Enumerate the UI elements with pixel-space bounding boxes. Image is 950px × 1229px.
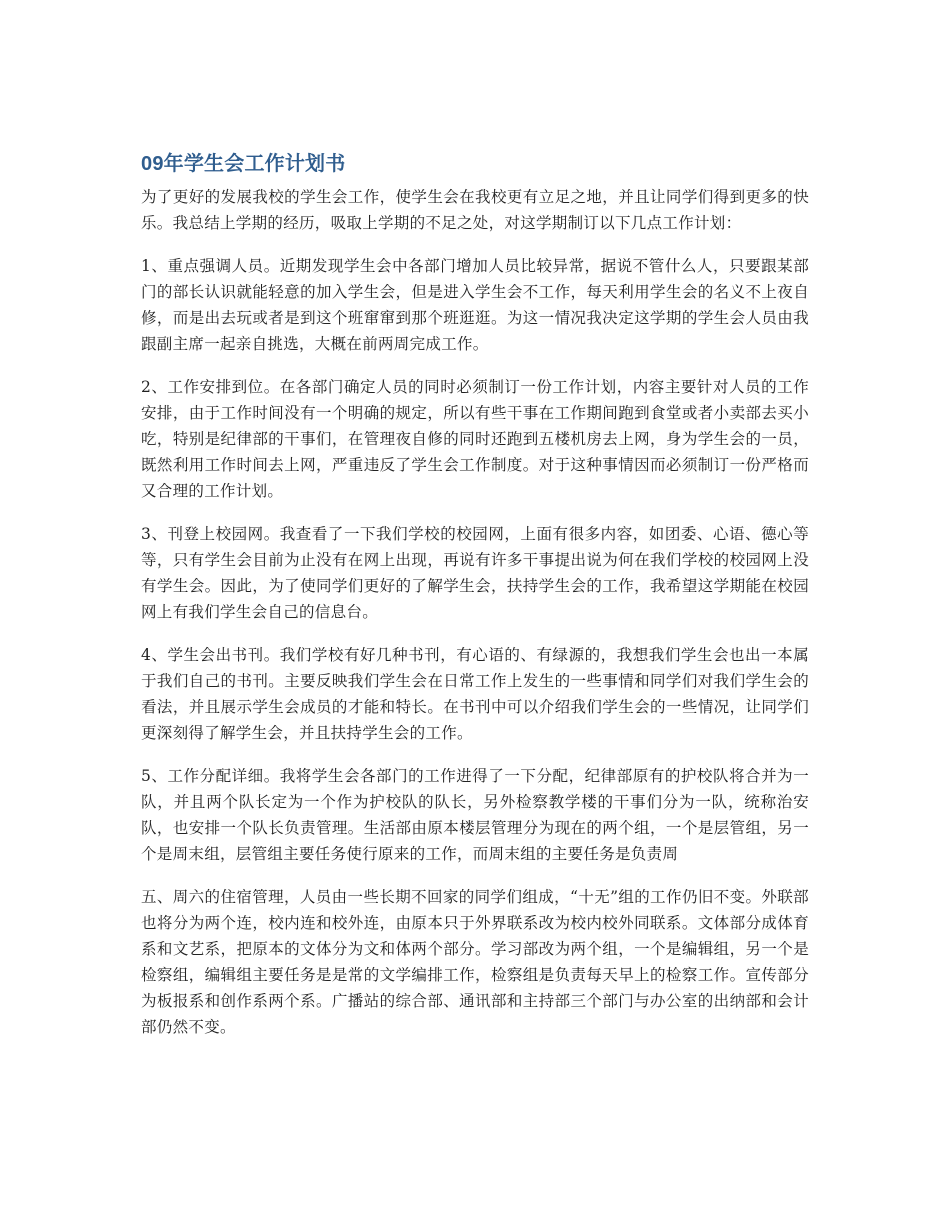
paragraph-item-2: 2、工作安排到位。在各部门确定人员的同时必须制订一份工作计划，内容主要针对人员的工作安排，由于工作时间没有一个明确的规定，所以有些干事在工作期间跑到食堂或者小卖部去买小吃，特别是纪律部的干事们，在管理夜自修的同时还跑到五楼机房去上网，身为学生会的一员，既然利用工作时间去上网，严重违反了学生会工作制度。对于这种事情因而必须制订一份严格而又合理的工作计划。 bbox=[141, 378, 809, 500]
paragraph-continuation: 五、周六的住宿管理，人员由一些长期不回家的同学们组成，“十无”组的工作仍旧不变。外联部也将分为两个连，校内连和校外连，由原本只于外界联系改为校内校外同联系。文体部分成体育系和文艺系，把原本的文体分为文和体两个部分。学习部改为两个组，一个是编辑组，另一个是检察组，编辑组主要任务是是常的文学编排工作，检察组是负责每天早上的检察工作。宣传部分为板报系和创作系两个系。广播站的综合部、通讯部和主持部三个部门与办公室的出纳部和会计部仍然不变。 bbox=[141, 888, 809, 1036]
paragraph-item-4: 4、学生会出书刊。我们学校有好几种书刊，有心语的、有绿源的，我想我们学生会也出一本属于我们自己的书刊。主要反映我们学生会在日常工作上发生的一些事情和同学们对我们学生会的看法，并且展示学生会成员的才能和特长。在书刊中可以介绍我们学生会的一些情况，让同学们更深刻得了解学生会，并且扶持学生会的工作。 bbox=[141, 646, 809, 742]
paragraph-item-1: 1、重点强调人员。近期发现学生会中各部门增加人员比较异常，据说不管什么人，只要跟某部门的部长认识就能轻意的加入学生会，但是进入学生会不工作，每天利用学生会的名义不上夜自修，而是出去玩或者是到这个班窜窜到那个班逛逛。为这一情况我决定这学期的学生会人员由我跟副主席一起亲自挑选，大概在前两周完成工作。 bbox=[141, 257, 809, 353]
paragraph-item-3: 3、刊登上校园网。我查看了一下我们学校的校园网，上面有很多内容，如团委、心语、德心等等，只有学生会目前为止没有在网上出现，再说有许多干事提出说为何在我们学校的校园网上没有学生会。因此，为了使同学们更好的了解学生会，扶持学生会的工作，我希望这学期能在校园网上有我们学生会自己的信息台。 bbox=[141, 525, 809, 621]
intro-paragraph: 为了更好的发展我校的学生会工作，使学生会在我校更有立足之地，并且让同学们得到更多的快乐。我总结上学期的经历，吸取上学期的不足之处，对这学期制订以下几点工作计划： bbox=[141, 188, 809, 232]
document-body bbox=[141, 148, 809, 1057]
paragraph-item-5: 5、工作分配详细。我将学生会各部门的工作进得了一下分配，纪律部原有的护校队将合并为一队，并且两个队长定为一个作为护校队的队长，另外检察教学楼的干事们分为一队，统称治安队，也安排一个队长负责管理。生活部由原本楼层管理分为现在的两个组，一个是层管组，另一个是周末组，层管组主要任务使行原来的工作，而周末组的主要任务是负责周 bbox=[141, 767, 809, 863]
document-title: 09年学生会工作计划书 bbox=[141, 153, 346, 175]
